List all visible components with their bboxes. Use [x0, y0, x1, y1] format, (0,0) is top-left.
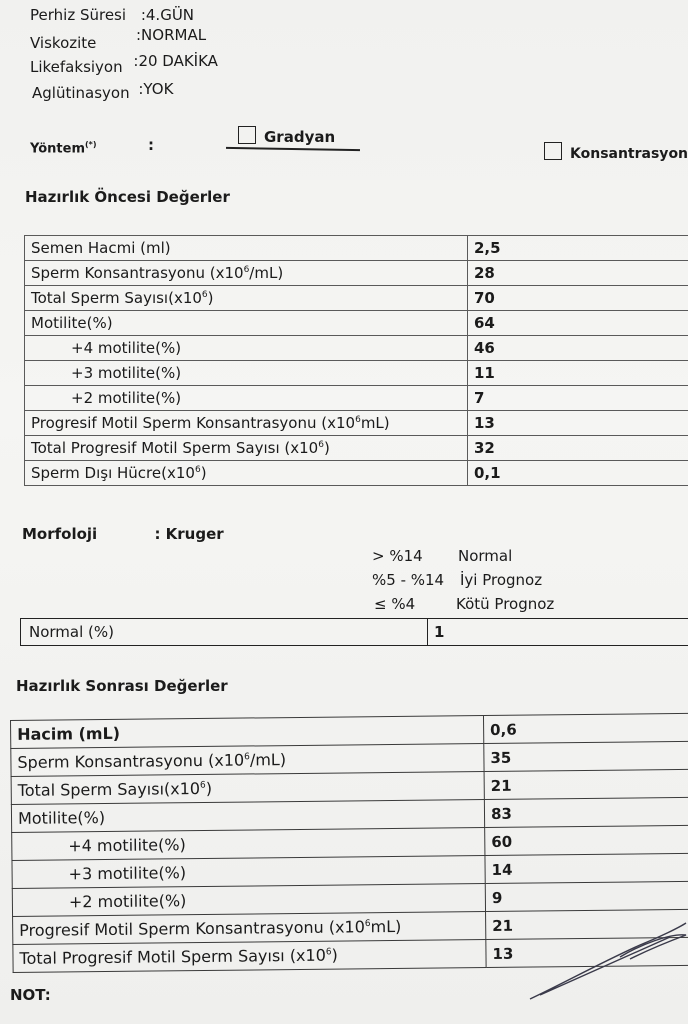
row-label-cell: [25, 436, 468, 461]
row-label: Total Progresif Motil Sperm Sayısı (x10: [31, 439, 319, 457]
row-value: 21: [490, 776, 512, 795]
method-option-konsantrasyon[interactable]: [544, 142, 688, 162]
row-label: +4 motilite(%): [68, 835, 186, 856]
row-label-cell: [25, 311, 468, 336]
row-value-cell: [468, 336, 688, 361]
row-value-cell: [485, 853, 688, 883]
prognosis-range-3: ≤ %4: [374, 595, 416, 613]
table-row: [25, 461, 688, 486]
aglutinasyon-label: Aglütinasyon: [32, 84, 130, 102]
row-label-cell: [25, 236, 468, 261]
row-value: 7: [474, 389, 485, 407]
signature-scribble: [520, 915, 688, 1007]
row-label: Hacim (mL): [17, 723, 121, 744]
row-label-superscript: 6: [243, 265, 250, 275]
row-label-cell: [13, 940, 486, 973]
row-value: 28: [474, 264, 495, 282]
konsantrasyon-label: Konsantrasyon: [570, 146, 688, 162]
row-label-superscript: 6: [199, 780, 206, 791]
row-label-superscript: 6: [364, 918, 371, 929]
table-row: [25, 236, 688, 261]
likefaksiyon-value: :20 DAKİKA: [133, 52, 218, 70]
row-value: 35: [490, 748, 512, 767]
gradyan-underline: [226, 147, 360, 151]
row-label-suffix: ): [200, 464, 207, 482]
row-value-cell: [468, 411, 688, 436]
table-row: [25, 336, 688, 361]
row-label: Total Sperm Sayısı(x10: [17, 779, 201, 800]
table-row: [25, 261, 688, 286]
row-label-suffix: /mL): [249, 750, 287, 770]
row-label: +2 motilite(%): [68, 891, 187, 912]
row-label: Total Sperm Sayısı(x10: [31, 289, 202, 307]
normal-label: Normal (%): [29, 623, 114, 641]
perhiz-label: Perhiz Süresi: [30, 6, 127, 24]
row-value: 0,6: [490, 720, 517, 739]
row-value-cell: [484, 797, 688, 827]
row-label-suffix: ): [331, 945, 338, 965]
row-value: 13: [492, 944, 514, 963]
row-label: +3 motilite(%): [71, 364, 182, 382]
row-value-cell: [468, 286, 688, 311]
row-label-cell: [25, 411, 468, 436]
pre-values-table: [24, 235, 688, 486]
row-value-cell: [485, 825, 688, 855]
row-label: Semen Hacmi (ml): [31, 239, 171, 257]
aglutinasyon-row: [32, 80, 174, 102]
signature-stroke: [530, 923, 686, 999]
row-label-suffix: /mL): [249, 264, 284, 282]
perhiz-value: :4.GÜN: [140, 6, 195, 24]
row-value: 2,5: [474, 239, 501, 257]
prognosis-text-3: Kötü Prognoz: [456, 595, 555, 613]
row-label: +3 motilite(%): [68, 863, 187, 884]
morphology-row: [22, 525, 224, 543]
row-value: 14: [491, 860, 513, 879]
row-label-suffix: ): [205, 778, 213, 798]
prognosis-range-1: > %14: [372, 547, 423, 565]
row-label: Sperm Dışı Hücre(x10: [31, 464, 195, 482]
row-label: Progresif Motil Sperm Konsantrasyonu (x10: [19, 917, 365, 940]
aglutinasyon-value: :YOK: [138, 80, 174, 98]
row-value-cell: [468, 461, 688, 486]
row-value-cell: [468, 386, 688, 411]
row-label-suffix: ): [323, 439, 330, 457]
row-value-cell: [484, 741, 688, 771]
row-label: Progresif Motil Sperm Konsantrasyonu (x10: [31, 414, 356, 432]
row-value: 9: [491, 888, 503, 907]
konsantrasyon-checkbox[interactable]: [544, 142, 562, 160]
morphology-label: Morfoloji: [22, 525, 98, 543]
row-value: 21: [492, 916, 514, 935]
morphology-value: : Kruger: [154, 525, 224, 543]
row-label: Sperm Konsantrasyonu (x10: [31, 264, 244, 282]
method-option-gradyan[interactable]: [238, 126, 335, 146]
row-value: 32: [474, 439, 495, 457]
row-label-superscript: 6: [318, 440, 324, 450]
row-value: 46: [474, 339, 495, 357]
row-value-cell: [468, 311, 688, 336]
perhiz-row: [30, 6, 194, 24]
note-label: NOT:: [10, 986, 51, 1004]
row-label-superscript: 6: [244, 752, 250, 763]
row-label-cell: [25, 286, 468, 311]
row-label-cell: [25, 361, 468, 386]
method-colon: :: [148, 136, 154, 154]
row-label: Sperm Konsantrasyonu (x10: [17, 750, 245, 772]
viskozite-label: Viskozite: [30, 34, 97, 52]
row-value-cell: [468, 436, 688, 461]
method-row: [30, 140, 96, 156]
row-value: 11: [474, 364, 495, 382]
method-label: Yöntem: [30, 141, 85, 157]
row-label-superscript: 6: [355, 415, 361, 425]
row-value-cell: [468, 236, 688, 261]
table-row: [25, 436, 688, 461]
row-label: +4 motilite(%): [71, 339, 182, 357]
morphology-normal-table: [20, 618, 688, 646]
table-row: [21, 619, 688, 646]
row-label-suffix: mL): [370, 916, 402, 937]
prognosis-text-1: Normal: [458, 547, 513, 565]
row-label-cell: [25, 336, 468, 361]
viskozite-value: :NORMAL: [136, 26, 207, 44]
table-row: [25, 386, 688, 411]
row-label-suffix: mL): [360, 414, 390, 432]
row-value-cell: [484, 769, 688, 799]
row-value-cell: [468, 261, 688, 286]
row-label-superscript: 6: [325, 947, 332, 958]
row-value: 83: [490, 804, 512, 823]
gradyan-label: Gradyan: [264, 128, 336, 146]
row-label: Total Progresif Motil Sperm Sayısı (x10: [19, 945, 326, 968]
row-value-cell: [483, 713, 688, 743]
table-row: [25, 411, 688, 436]
row-label: +2 motilite(%): [71, 389, 182, 407]
row-value: 0,1: [474, 464, 501, 482]
row-label-cell: [25, 386, 468, 411]
prognosis-text-2: İyi Prognoz: [460, 571, 543, 589]
normal-label-cell: [21, 619, 428, 646]
gradyan-checkbox[interactable]: [238, 126, 256, 144]
viskozite-row: [30, 26, 207, 52]
row-value: 60: [491, 832, 513, 851]
normal-value: 1: [434, 623, 445, 641]
row-label-cell: [25, 461, 468, 486]
normal-value-cell: [428, 619, 688, 646]
row-label: Motilite(%): [31, 314, 113, 332]
row-label: Motilite(%): [17, 808, 106, 828]
row-value-cell: [485, 881, 688, 911]
prognosis-range-2: %5 - %14: [372, 571, 445, 589]
row-label-suffix: ): [207, 289, 214, 307]
row-value: 70: [474, 289, 495, 307]
table-row: [25, 286, 688, 311]
likefaksiyon-row: [30, 52, 218, 76]
row-label-cell: [25, 261, 468, 286]
table-row: [25, 311, 688, 336]
row-value-cell: [468, 361, 688, 386]
post-section-title: Hazırlık Sonrası Değerler: [16, 677, 228, 695]
pre-section-title: Hazırlık Öncesi Değerler: [25, 188, 230, 206]
row-label-superscript: 6: [194, 465, 201, 475]
table-row: [25, 361, 688, 386]
row-label-superscript: 6: [201, 290, 208, 300]
likefaksiyon-label: Likefaksiyon: [30, 58, 123, 76]
row-value: 13: [474, 414, 495, 432]
method-footnote: (*): [84, 140, 97, 149]
row-value: 64: [474, 314, 495, 332]
